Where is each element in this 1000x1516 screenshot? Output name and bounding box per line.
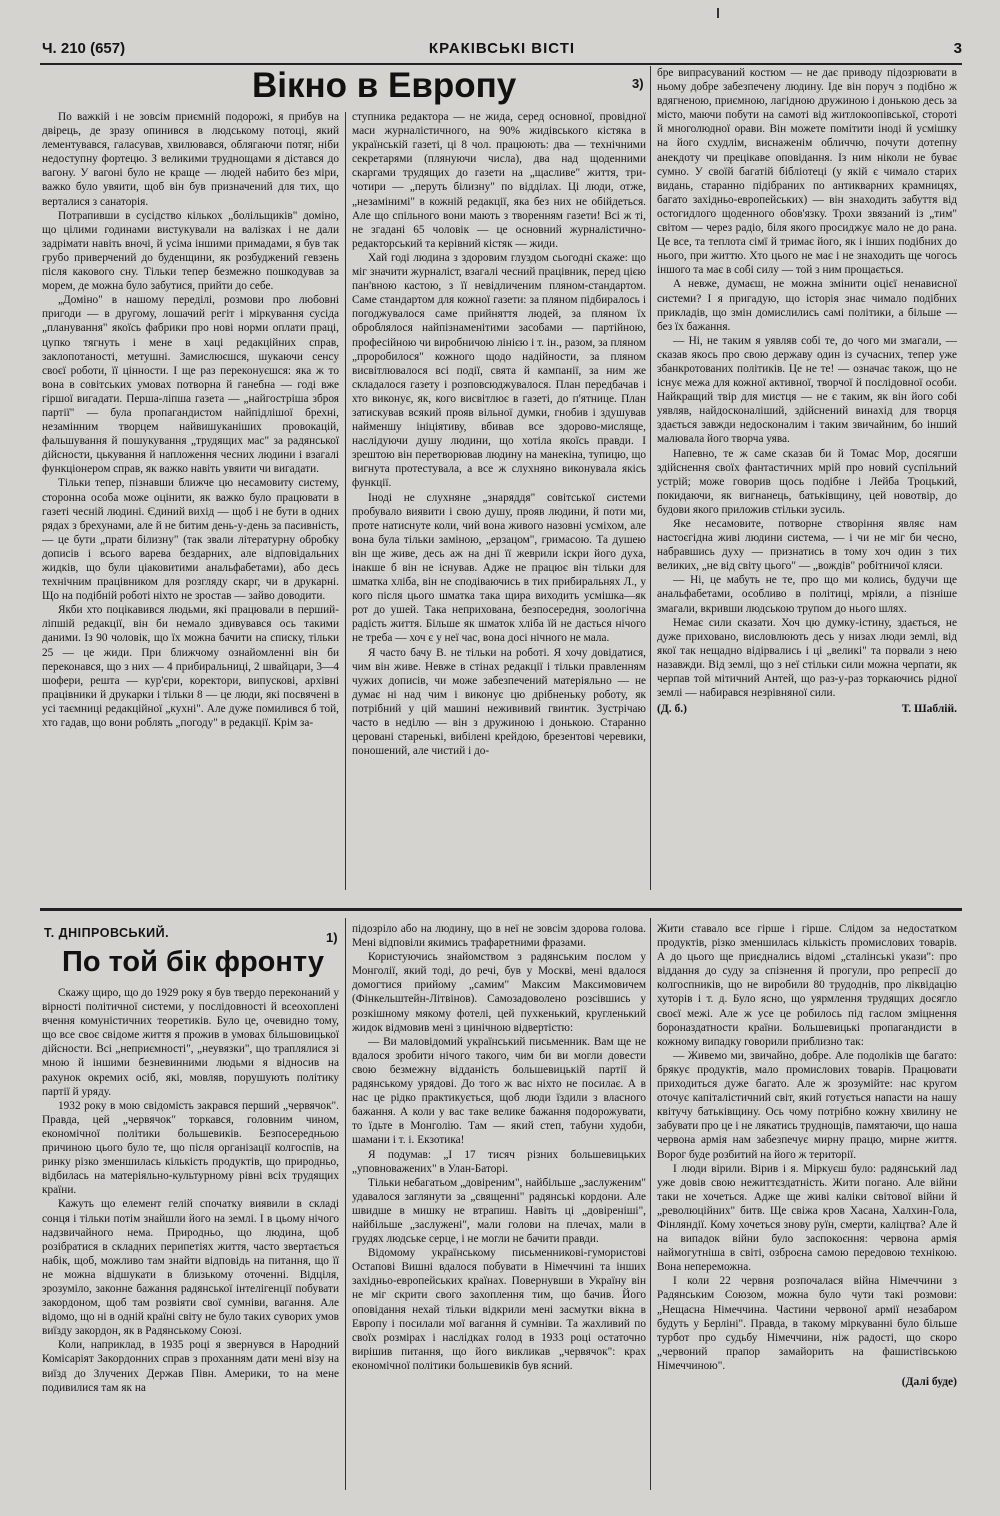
- paragraph: Я часто бачу В. не тільки на роботі. Я хочу довідатися, чим він живе. Невже в стінах редакції і тільки правленням чужих дописів, чи може забезпечений матеріяльно — не думає ні над чим і виконує цю дрібненьку роботу, як потрібний у цій машині нежививий гвинтик. Зустрічаю часто в неділю — він з дружиною і донькою. Старанно церовані старенькі, вибілені крейдою, брезентові черевики, поношений, але чистий і до-: [352, 646, 646, 758]
- newspaper-name: КРАКІВСЬКІ ВІСТІ: [428, 40, 576, 57]
- paragraph: 1932 року в мою свідомість закрався перший „червячок". Правда, цей „червячок" торкався, головним чином, економічної політики большевиків. Безпосередньою причиною цього було те, що після організації колгоспів, на ринку різко зменшилась кількість продуктів, що природньо, відбилась на матеріяльно-культурному рівні всіх трудящих країни.: [42, 1099, 339, 1197]
- paragraph: Тільки тепер, пізнавши ближче цю несамовиту систему, сторонна особа може оцінити, як важко було працювати в газеті чесній людині. Єдиний вихід — щоб і не бути в одних рядах з брехунами, але й не битим день-у-день за пасивність, — це бути „прати білизну" (так звали літературну обробку дописів і всього варева бездарних, але відповідальних жидків, що були ціаковитими анальфабетами), або десь технічним працівником для розгляду скарг, чи в друкарні. Що на подібній роботі ніхто не зростав — зайво доводити.: [42, 477, 339, 603]
- column-text: [657, 66, 957, 700]
- column-divider: [650, 918, 651, 1490]
- paragraph: підозріло або на людину, що в неї не зовсім здорова голова. Мені відповіли якимись трафаретними фразами.: [352, 923, 646, 950]
- paragraph: І коли 22 червня розпочалася війна Німеччини з Радянським Союзом, можна було чути такі розмови: „Нещасна Німеччина. Частини червоної армії незабаром будуть у Берліні". Правда, в такому міркуванні було більше турбот про судьбу Німеччини, ніж радості, що скоро „червоний прапор замайорить на фашистівською Німеччиною".: [657, 1275, 957, 1372]
- article-part-number: 3): [632, 76, 644, 91]
- paragraph: Кажуть що елемент гелій спочатку виявили в складі сонця і тільки потім знайшли його на землі. І в цьому нічого надзвичайного нема. Природньо, що людина, щоб розібратися в складних перипетіях життя, часто звертається набік, щоб, можливо там знайти відповідь на питання, що її не можна відшукати в близькому оточенні. Відціля, зрозуміло, законне бажання радянської інтелігенції побувати закордоном, щоб там розвіяти свої сумніви, вагання. Але відомо, що ні в одній країні світу не було таких суворих умов виїзду закордон, як в Радянському Союзі.: [42, 1198, 339, 1338]
- paragraph: Немає сили сказати. Хоч цю думку-істину, здається, не дуже приховано, висловлюють десь у низах люди землі, від якої так нещадно відірвались і ці „великі" та порвали з нею назавжди. Від землі, що з неї стільки сили можна черпати, як черпав той мітичний Антей, що раз-у-раз торкаючись рідної землі — набирався незрівняної сили.: [657, 616, 957, 700]
- paragraph: Хай годі людина з здоровим глуздом сьогодні скаже: що міг значити журналіст, взагалі чесний працівник, перед цією пан'вною кастою, з її невідличеним пляном-стандартом. Саме стандартом для кожної газети: за пляном підбиралось і погоджувалося саме прийняття людей, за пляном їх оброблялося найпізнаменітими засобами — партійною, професійною чи виробничою лінією і т. ін., разом, за пляном „проробилося" кожного щодо надійности, за пляном висвітлювалося всі події, свята й кампанії, за ним же складалося газету і розповсюджувалося. План передбачав і хто виконує, як, кого висвітлює в газеті, до п'ятнице. План затискував всякий прояв вільної думки, гнобив і здушував найменшу ініціятиву, вбивав все здорово-мисляще, наслідуючи душу людини, що хотіла якоїсь правди. І зрештою він перетворював людину на манекіна, тупицю, що вигнута протестувала, а все ж слухняно виконувала якісь функції.: [352, 251, 646, 490]
- paragraph: Потрапивши в сусідство кількох „болільщиків" доміно, що цілими годинами вистукували на валізках і не дали задрімати навіть вночі, й усіма іншими примадами, я був так грубо приверчений до буденщини, як розбуджений гевзень після какового сну. Тільки тепер безмежно пошкодував за морем, де можна було забутися, прийти до себе.: [42, 209, 339, 293]
- paragraph: — Живемо ми, звичайно, добре. Але подоліків ще багато: брякує продуктів, мало промислових товарів. Працювати приходиться дуже багато. Але ж зрозумійте: нас кругом оточує капіталістичний світ, який готується напасти на нашу квітучу батьківщину. Ось чому потрібно кожну хвилину не забувати про це і не лякатись труднощів, памятаючи, що наша червона армія нам забезпечує мирну працю, мирне життя. Ворог буде розбитий на його ж території.: [657, 1049, 957, 1161]
- article-column-2: [352, 922, 646, 1498]
- paragraph: Користуючись знайомством з радянським послом у Монголії, який тоді, до речі, був у Москві, мені вдалося домогтися прийому „самим" Максим Максимовичем (Фінкельштейн-Літвінов). Самозадоволено розсівшись у розкішному мякому фотелі, цей пухкенький, кругленький жидок відмовив мені з цинічною відвертістю:: [352, 951, 646, 1034]
- column-text: [657, 922, 957, 1373]
- paragraph: бре випрасуваний костюм — не дає приводу підозрювати в ньому добре забезпечену людину. Іде він поруч з подібно ж вдягненою, приємною, лагідною дружиною і донькою десь за місто, маючи побути на самоті від житлокоопівської, стороті й многолюдної орави. Він можете помітити іноді й усмішку на його схудлім, виснаженім обличчю, почути дотепну анекдоту чи прецікаве оповідання. Із ним ніколи не буває сумно. У своїй багатій бібліотеці (у якій є чимало старих видань, старанно підібраних по антикварних крамницях, багато західньо-европейських) — він знаходить забуття від остогидлого щоденного обов'язку. Трохи звязаний із „тим" світом — через радіо, біля якого просиджує мало не до рана. Це все, та теплота сімї й тримає його, як і інших подібних до нього, при життю. Хто цього не має і не знаходить ще чогось іншого та має в собі силу — той з ним прощається.: [657, 67, 957, 277]
- paragraph: Якби хто поцікавився людьми, які працювали в перший-ліпшій редакції, він би немало здивувався ось такими даними. Із 90 чоловік, що їх можна бачити на списку, тільки 25 — це жиди. При ближчому ознайомленні він би переконався, що з них — 4 прибиральниці, 2 швайцари, 3—4 шофери, решта — кур'єри, коректори, випускові, архівні працівники й друкарки і тільки 8 — це люди, які посвячені в усі таємниці редакційної „кухні". Але дуже помилився б той, хто гадав, що вони роблять „погоду" в редакції. Крім за-: [42, 604, 339, 730]
- column-divider: [345, 918, 346, 1490]
- paragraph: А невже, думаєш, не можна змінити оцієї ненависної системи? І я пригадую, що історія знає чимало подібних прикладів, що змін домислились самі політики, а більше — без їх бажання.: [657, 278, 957, 333]
- article-column-1: [42, 986, 339, 1498]
- paragraph: ступника редактора — не жида, серед основної, провідної маси журналістичного, на 90% жидівського кістяка в українській газеті, ці 8 чол. працюють: два — технічними секретарями (плянуючи числа), два над щоденними скаргами трудящих до газети на „щасливе" життя, три-чотири — „перуть білизну" по відділах. Ці люди, отже, „незамінимі" в кожній редакції, яка без них не обійдеться. Але що спільного вони мають з творенням газети! Всі ж ті, не згадані 65 чоловік — це основний журналістично-редакторський та керівний кістяк — жиди.: [352, 111, 646, 250]
- to-be-continued: (Далі буде): [901, 1376, 957, 1388]
- column-divider: [650, 66, 651, 890]
- paragraph: — Ні, не таким я уявляв собі те, до чого ми змагали, — сказав якось про свою державу один із сучасних, тепер уже збанкротованих політиків. Це не те! — означає також, що не існує межа для кожної активної, творчої й послідовної особи. Найкращий твір для мистця — не є таким, як він його собі уявляв, найдосконаліший, здійснений винахід для творця здається завжди недосконалим і таким звичайним, бо інший малювала його творча уява.: [657, 334, 957, 446]
- paragraph: Тільки небагатьом „довіреним", найбільше „заслуженим" удавалося заглянути за „священні" радянські кордони. Але швидше в мишку не втрапиш. Навіть ці „довіреніші", найбільше „заслужені", мали голови на плечах, мали в грудях людське серце, і не могли не бачити правди.: [352, 1176, 646, 1246]
- article-signature: [657, 702, 957, 716]
- article-part-number: 1): [326, 930, 338, 945]
- column-divider: [345, 112, 346, 890]
- article-column-1: [42, 110, 339, 896]
- article-byline: Т. ДНІПРОВСЬКИЙ.: [44, 926, 170, 940]
- issue-number: Ч. 210 (657): [42, 40, 126, 57]
- to-be-continued: (Д. б.): [657, 703, 687, 716]
- paragraph: — Ні, це мабуть не те, про що ми колись, будучи ще анальфабетами, особливо в політиці, мріяли, а пізніше змагали, вкривши людською трупом до нього шлях.: [657, 574, 957, 615]
- paragraph: Іноді не слухняне „знаряддя" совітської системи пробувало виявити і свою душу, прояв людини, й поти ми, проте натиснуте коли, чий вона живого назовні усміхом, але вона була тільки заміною, „ерзацом", гримасою. Та душею він ще живе, десь аж на дні її жеврили іскри його духа, інакше б він не існував. Адже не працює він тільки для шматка хліба, він не сподіваючись в тих прибиральнях Л., у кого після цього шматка така щира виходить усмішка—як рот до ушей. Така неприхована, безпосередня, зоологічна радість життя. Більше як шматок хліба їй не дасться нічого не треба — хоч є у неї час, вона досі нічного не мала.: [352, 491, 646, 645]
- article-title: По той бік фронту: [62, 946, 324, 978]
- article-column-2: [352, 110, 646, 896]
- paragraph: По важкій і не зовсім приємній подорожі, я прибув на двірець, де зразу опинився в людському потоці, який лементувався, галасував, хвилювався, облягаючи потяг, ніби недоступну фортецю. З великими труднощами я дістався до вагону. У вагоні було не краще — людей набито без міри, важко було увяити, щоб він був призначений для тих, що верталися з санаторія.: [42, 111, 339, 208]
- author-name: Т. Шаблій.: [901, 703, 957, 716]
- print-speck: [717, 8, 719, 18]
- header-rule: [40, 63, 962, 65]
- paragraph: — Ви маловідомий український письменник. Вам ще не вдалося зробити нічого такого, чим би ви могли довести свою безмежну відданість большевицькій партії й радянському урядові. До того ж вас ніхто не посилає. А в нас це рідко практикується, щоб люди їздили з власного бажання. А коли у вас таке велике бажання подорожувати, то їдьте в Монголію. Там — який степ, табуни худоби, шамани і т. і. Екзотика!: [352, 1035, 646, 1147]
- page-header: [42, 40, 962, 62]
- paragraph: Яке несамовите, потворне створіння являє нам настоєгідна живі людини система, — і чи не міг би чесно, набравшись духу — признатись в тому хоч один з тих великих, „не від світу цього" — „вождів" робітничої кляси.: [657, 518, 957, 573]
- page-number: 3: [953, 40, 962, 57]
- paragraph: „Доміно" в нашому переділі, розмови про любовні пригоди — в другому, лошачий регіт і міркування сусіда „планування" якоїсь фабрики про нові норми оплати праці, цупко тягнуть і мене в хаці редакційних справ, заклопотаності, метушні. Замислюєшся, шукаючи сенсу своєї роботи, її цінности. І ще раз переконуєшся: яка ж то вона в совітських умовах потворна й ганебна — годі вже гіршої вигадати. Перша-ліпша газета — „найгостріша зброя партії" — була пропагандистом найпідлішої брехні, незамінним творцем найвишуканіших провокацій, фальшування й пошукування „трудящих мас" за радянської дійсности, цькування й напложення чесних людини і взагалі функціонером справ, як важко навіть увяити чи вигадати.: [42, 294, 339, 476]
- paragraph: Жити ставало все гірше і гірше. Слідом за недостатком продуктів, різко зменшилась кількість промислових товарів. А до цього ще приєднались відомі „сталінські укази": про віддання до суду за спізнення й прогули, про репресії до колгоспників, що не виробили 80 трудоднів, про ліквідацію хуторів і т. д. Було ясно, що уярмлення трудящих досягло своєї межі. Але ж усе це робилось під гаслом зміцнення бороназдатности країни. Большевицькі пропагандисти в кожному випадку говорили приблизно так:: [657, 923, 957, 1048]
- paragraph: Напевно, те ж саме сказав би й Томас Мор, досягши здійснення своїх фантастичних мрій про новий суспільний устрій; може говорив щось подібне і Лейба Троцький, покидаючи, як вигнанець, батьківщину, цей новотвір, до будови якого приложив стільки зусиль.: [657, 447, 957, 516]
- paragraph: Я подумав: „І 17 тисяч різних большевицьких „уповноважених" в Улан-Баторі.: [352, 1148, 646, 1175]
- paragraph: І люди вірили. Вірив і я. Міркуєш було: радянський лад уже довів свою нежиттєздатність. Жити погано. Але війни таки не хочеться. Адже ще живі каліки світової війни й „революційних" битв. Ще свіжа кров Хасана, Халхин-Гола, Фінляндії. Кому хочеться знову руїн, смерти, каліцтва? Але й на випадок війни було заспокоєння: червона армія наймогутніша в світі, озброєна самою передовою технікою. Вона непереможна.: [657, 1162, 957, 1274]
- section-rule: [40, 908, 962, 911]
- paragraph: Відомому українському письменникові-гумористові Остапові Вишні вдалося побувати в Німеччині та інших західньо-европейських країнах. Повернувши в Україну він не міг скрити свого захоплення тим, що бачив. Його оповідання нехай тільки відкрили мені засмутки вікна в Европу і посилали мої вагання й сумніви. Та жахливий по своїх розмірах і наслідках голод в 1933 році остаточно вирішив питання, що його викликав „червячок": крах економічної політики большевиків був ясний.: [352, 1247, 646, 1372]
- article-column-3: [657, 66, 957, 900]
- paragraph: Скажу щиро, що до 1929 року я був твердо переконаний у вірності політичної системи, у послідовності й всеохоплені вчення комуністичних теоретиків. Було це, очевидно тому, що все своє свідоме життя я прожив в умовах більшовицької дійсности. Всі „неприємності", „неувязки", що траплялися зі мною й іншими безневинними людьми я відносив на рахунок окремих осіб, які, мовляв, порушують політику партії й уряду.: [42, 987, 339, 1098]
- article-title: Вікно в Европу: [252, 66, 517, 105]
- paragraph: Коли, наприклад, в 1935 році я звернувся в Народний Комісаріят Закордонних справ з проханням дати мені візу на виїзд до Злучених Держав Півн. Америки, то на мене подивилися там як на: [42, 1339, 339, 1394]
- article-column-3: [657, 922, 957, 1500]
